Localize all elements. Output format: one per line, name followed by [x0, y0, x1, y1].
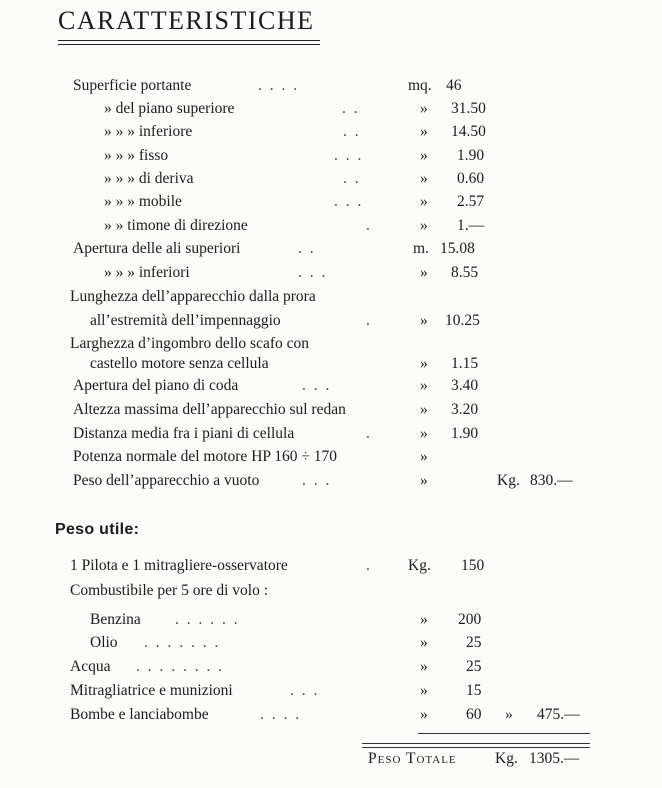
specs-value: 1.—	[457, 217, 485, 234]
specs-leader-dots: . . .	[302, 377, 332, 394]
peso_utile.items-unit: »	[420, 634, 428, 651]
specs-label: Distanza media fra i piani di cellula	[73, 425, 295, 442]
specs-value: 14.50	[451, 123, 486, 140]
peso_utile.items-label: Benzina	[90, 611, 141, 628]
specs-label: Potenza normale del motore HP 160 ÷ 170	[73, 448, 338, 465]
specs-leader-dots: . . . .	[258, 77, 300, 94]
specs-unit: »	[420, 123, 428, 140]
specs-leader-dots: . . .	[298, 264, 328, 281]
specs-value: 1.15	[451, 355, 479, 372]
peso_utile.items-leader-dots: .	[366, 557, 372, 574]
specs-label: Apertura del piano di coda	[73, 377, 239, 394]
peso_utile.items-label: 1 Pilota e 1 mitragliere-osservatore	[70, 557, 288, 574]
specs-value: 1.90	[457, 147, 485, 164]
specs-unit: »	[420, 401, 428, 418]
specs-unit: m.	[413, 240, 429, 257]
specs-label: » » timone di direzione	[104, 217, 248, 234]
specs-label: all’estremità dell’impennaggio	[90, 312, 281, 329]
sum-rule	[418, 733, 590, 734]
specs-label: Larghezza d’ingombro dello scafo con	[70, 335, 310, 352]
specs-total-unit: Kg.	[497, 472, 520, 489]
specs-value: 8.55	[451, 264, 479, 281]
specs-leader-dots: . .	[343, 170, 361, 187]
specs-label: » » » di deriva	[104, 170, 194, 187]
specs-label: Superficie portante	[73, 77, 192, 94]
peso_utile.items-value: 150	[461, 557, 485, 574]
peso_utile.items-unit: »	[420, 658, 428, 675]
specs-unit: »	[420, 170, 428, 187]
specs-leader-dots: .	[366, 217, 372, 234]
specs-unit: mq.	[408, 77, 432, 94]
peso_utile.items-unit: »	[420, 706, 428, 723]
total-rule	[362, 743, 590, 744]
specs-label: » » » mobile	[104, 193, 182, 210]
specs-leader-dots: . .	[342, 100, 360, 117]
specs-label: Peso dell’apparecchio a vuoto	[73, 472, 260, 489]
title-rule	[58, 44, 320, 45]
title-rule	[58, 40, 320, 41]
specs-label: castello motore senza cellula	[90, 355, 269, 372]
total-rule	[362, 747, 590, 748]
specs-value: 1.90	[451, 425, 479, 442]
peso_utile.items-unit: »	[420, 611, 428, 628]
peso_utile.items-value: 200	[458, 611, 482, 628]
specs-unit: »	[420, 448, 428, 465]
specs-value: 3.40	[451, 377, 479, 394]
specs-value: 3.20	[451, 401, 479, 418]
peso_utile.items-unit: »	[420, 682, 428, 699]
specs-label: » » » inferiori	[104, 264, 190, 281]
specs-leader-dots: . .	[343, 123, 361, 140]
specs-unit: »	[420, 425, 428, 442]
specs-unit: »	[420, 377, 428, 394]
specs-leader-dots: . . .	[302, 472, 332, 489]
specs-leader-dots: .	[366, 312, 372, 329]
specs-label: Lunghezza dell’apparecchio dalla prora	[70, 288, 316, 305]
specs-unit: »	[420, 355, 428, 372]
specs-label: Altezza massima dell’apparecchio sul redan	[73, 401, 346, 418]
specs-value: 15.08	[440, 240, 475, 257]
specs-unit: »	[420, 472, 428, 489]
peso-totale-unit: Kg.	[495, 750, 518, 767]
peso_utile.items-unit: Kg.	[408, 557, 431, 574]
peso_utile.items-label: Olio	[90, 634, 118, 651]
specs-label: » » » fisso	[104, 147, 169, 164]
peso-totale-value: 1305.—	[529, 750, 580, 767]
specs-leader-dots: . . .	[334, 193, 364, 210]
specs-value: 2.57	[457, 193, 485, 210]
specs-label: Apertura delle ali superiori	[73, 240, 241, 257]
specs-unit: »	[420, 264, 428, 281]
peso_utile.items-label: Bombe e lanciabombe	[70, 706, 209, 723]
specs-value: 0.60	[457, 170, 485, 187]
peso_utile.items-value: 25	[466, 658, 482, 675]
specs-leader-dots: . .	[298, 240, 316, 257]
peso-totale-label: Peso Totale	[368, 750, 457, 767]
peso-utile-heading: Peso utile:	[55, 521, 140, 538]
peso_utile.items-label: Mitragliatrice e munizioni	[70, 682, 233, 699]
specs-label: » » » inferiore	[104, 123, 193, 140]
peso_utile.items-total-unit: »	[505, 706, 513, 723]
specs-value: 10.25	[445, 312, 480, 329]
page-title: CARATTERISTICHE	[58, 6, 315, 35]
peso_utile.items-value: 15	[466, 682, 482, 699]
peso_utile.items-leader-dots: . . . . . . . .	[136, 658, 225, 675]
specs-total: 830.—	[530, 472, 573, 489]
peso_utile.items-leader-dots: . . . . . . .	[144, 634, 221, 651]
specs-unit: »	[420, 312, 428, 329]
peso_utile.items-label: Acqua	[70, 658, 111, 675]
peso_utile.items-total: 475.—	[537, 706, 580, 723]
peso_utile.items-leader-dots: . . . . . .	[175, 611, 240, 628]
peso_utile.items-value: 60	[466, 706, 482, 723]
specs-unit: »	[420, 100, 428, 117]
specs-unit: »	[420, 193, 428, 210]
specs-label: » del piano superiore	[104, 100, 235, 117]
peso_utile.items-label: Combustibile per 5 ore di volo :	[70, 582, 269, 599]
specs-leader-dots: .	[366, 425, 372, 442]
peso_utile.items-value: 25	[466, 634, 482, 651]
peso_utile.items-leader-dots: . . .	[290, 682, 320, 699]
specs-leader-dots: . . .	[334, 147, 364, 164]
specs-unit: »	[420, 217, 428, 234]
specs-value: 46	[446, 77, 462, 94]
peso_utile.items-leader-dots: . . . .	[260, 706, 302, 723]
specs-unit: »	[420, 147, 428, 164]
specs-value: 31.50	[451, 100, 486, 117]
